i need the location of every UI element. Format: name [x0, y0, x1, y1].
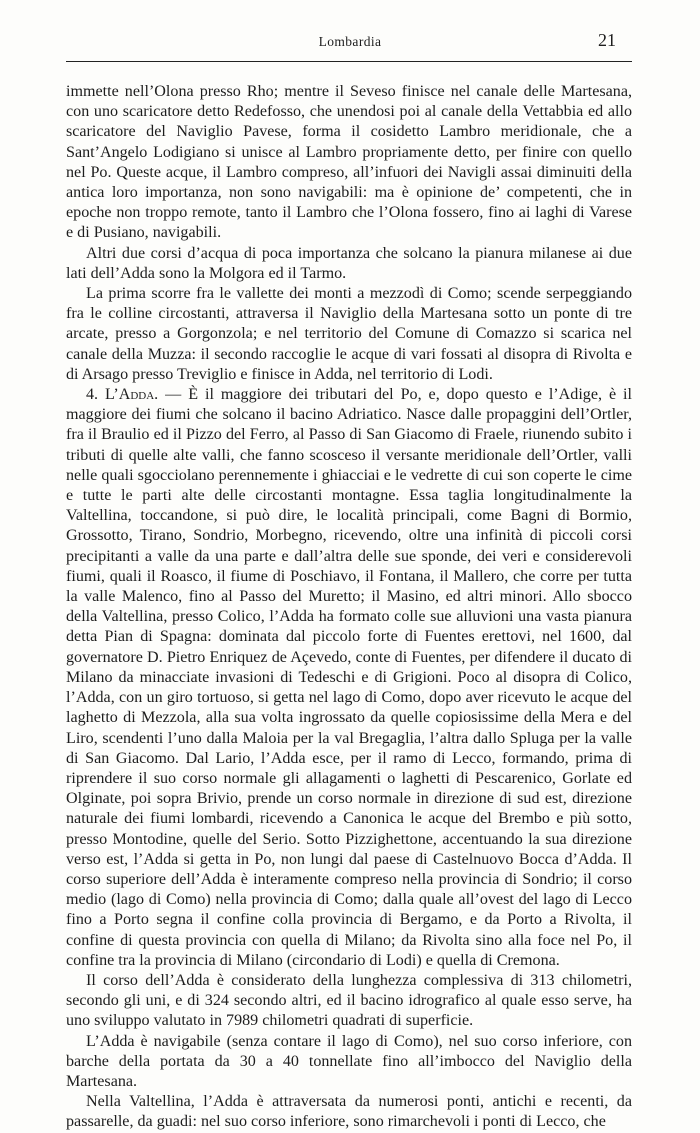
running-header	[0, 30, 700, 54]
page-number: 21	[598, 30, 616, 50]
section-heading-adda: 4. L’Adda.	[86, 386, 159, 404]
page-body	[66, 82, 632, 1133]
paragraph-adda-bridges: Nella Valtellina, l’Adda è attraversata da numerosi ponti, antichi e recenti, da passarelle, da guadi: nel suo corso inferiore, sono rimarchevoli i ponti di Lecco, che	[66, 1093, 632, 1131]
header-rule	[66, 61, 632, 62]
paragraph-adda-navigable: L’Adda è navigabile (senza contare il lago di Como), nel suo corso inferiore, con barche della portata da 30 a 40 tonnellate fino all’imbocco del Naviglio della Martesana.	[66, 1032, 632, 1090]
paragraph-continuation: immette nell’Olona presso Rho; mentre il Seveso finisce nel canale delle Martesana, con uno scaricatore detto Redefosso, che unendosi poi al canale della Vettabbia ed allo scaricatore del Naviglio Pavese, forma il cosidetto Lambro meridionale, che a Sant’Angelo Lodigiano si unisce al Lambro propriamente detto, per finire con quello nel Po. Queste acque, il Lambro compreso, all’infuori dei Navigli assai diminuiti della antica loro importanza, non sono navigabili: ma è opinione de’ competenti, che in epoche non troppo remote, tanto il Lambro che l’Olona fossero, fino ai laghi di Varese e di Pusiano, navigabili.	[66, 83, 632, 242]
paragraph-adda-length: Il corso dell’Adda è considerato della lunghezza complessiva di 313 chilometri, secondo gli uni, e di 324 secondo altri, ed il bacino idrografico al quale esso serve, ha uno sviluppo valutato in 7989 chilometri quadrati di superficie.	[66, 971, 632, 1030]
paragraph-molgora-course: La prima scorre fra le vallette dei monti a mezzodì di Como; scende serpeggiando fra le colline circostanti, attraversa il Naviglio della Martesana sotto un ponte di tre arcate, presso a Gorgonzola; e nel territorio del Comune di Comazzo si scarica nel canale della Muzza: il secondo raccoglie le acque di vari fossati al disopra di Rivolta e di Arsago presso Treviglio e finisce in Adda, nel territorio di Lodi.	[66, 285, 632, 383]
running-title: Lombardia	[318, 34, 382, 49]
paragraph-adda-text: — È il maggiore dei tributari del Po, e, dopo questo e l’Adige, è il maggiore dei fiumi che solcano il bacino Adriatico. Nasce dalle propaggini dell’Ortler, fra il Braulio ed il Pizzo del Ferro, al Passo di San Giacomo di Fraele, riunendo subito i tributi di quelle alte valli, che fanno scosceso il versante meridionale dell’Ortler, valli nelle quali sgocciolano perennemente i ghiacciai e le vedrette di cui son coperte le cime e tutte le parti alte delle circostanti montagne. Essa taglia longitudinalmente la Valtellina, toccandone, si può dire, le località principali, come Bagni di Bormio, Grossotto, Tirano, Sondrio, Morbegno, ricevendo, oltre una infinità di piccoli corsi precipitanti a valle da una parte e dall’altra delle sue sponde, dei veri e considerevoli fiumi, quali il Roasco, il fiume di Poschiavo, il Fontana, il Mallero, che corre per tutta la valle Malenco, fino al Passo del Muretto; il Masino, ed altri minori. Allo sbocco della Valtellina, presso Colico, l’Adda ha formato colle sue alluvioni una vasta pianura detta Pian di Spagna: dominata dal piccolo forte di Fuentes erettovi, nel 1600, dal governatore D. Pietro Enriquez de Açevedo, conte di Fuentes, per difendere il ducato di Milano da minacciate invasioni di Tedeschi e di Grigioni. Poco al disopra di Colico, l’Adda, con un giro tortuoso, si getta nel lago di Como, dopo aver ricevuto le acque del laghetto di Mezzola, alla sua volta ingrossato da quelle copiosissime della Mera e del Liro, scendenti l’uno dalla Maloia per la val Bregaglia, l’altra dallo Spluga per la valle di San Giacomo. Dal Lario, l’Adda esce, per il ramo di Lecco, formando, prima di riprendere il suo corso normale gli allagamenti o laghetti di Pescarenico, Gorlate ed Olginate, poi sopra Brivio, prende un corso normale in direzione di sud est, direzione naturale dei fiumi lombardi, ricevendo a Canonica le acque del Brembo e più sotto, presso Montodine, quelle del Serio. Sotto Pizzighettone, accentuando la sua direzione verso est, l’Adda si getta in Po, non lungi dal paese di Castelnuovo Bocca d’Adda. Il corso superiore dell’Adda è interamente compreso nella provincia di Sondrio; il corso medio (lago di Como) nella provincia di Como; dalla quale all’ovest del lago di Lecco fino a Porto segna il confine colla provincia di Bergamo, e da Porto a Rivolta, il confine di questa provincia con quella di Milano; da Rivolta sino alla foce nel Po, il confine tra la provincia di Milano (circondario di Lodi) e quella di Cremona.	[66, 386, 632, 969]
paragraph-adda	[66, 385, 632, 971]
paragraph-molgora-tarmo: Altri due corsi d’acqua di poca importanza che solcano la pianura milanese ai due lati dell’Adda sono la Molgora ed il Tarmo.	[66, 244, 632, 282]
